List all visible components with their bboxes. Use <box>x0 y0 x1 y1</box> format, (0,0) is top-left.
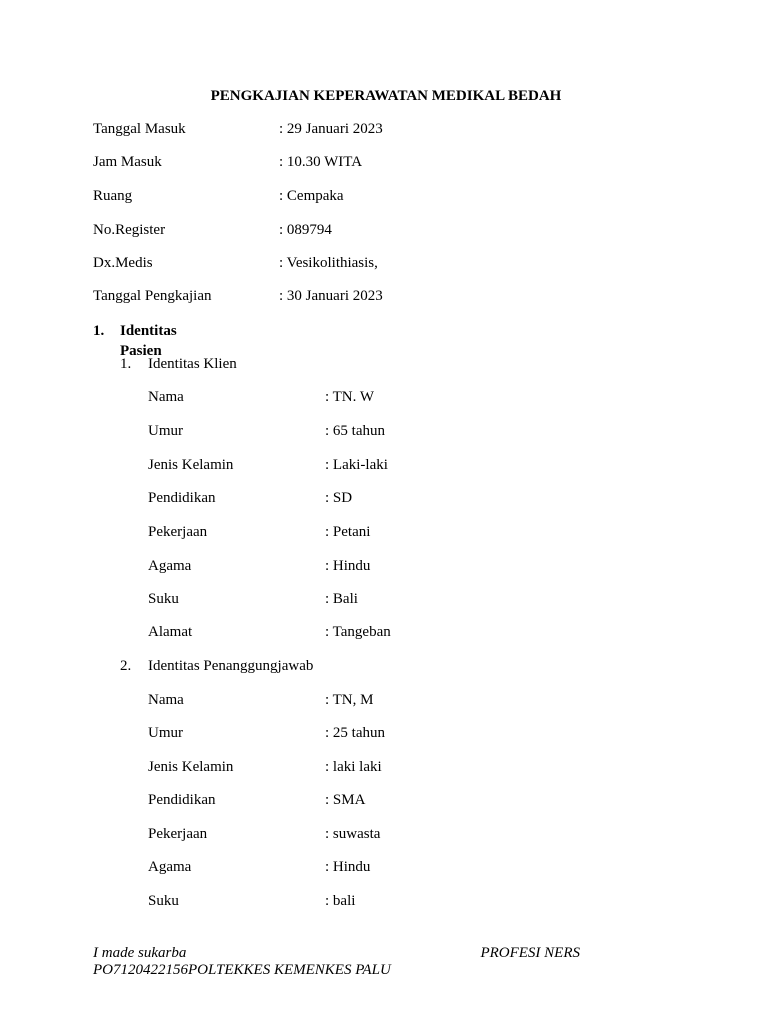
field-label: No.Register <box>93 222 166 238</box>
field-value: : 29 Januari 2023 <box>279 121 383 137</box>
field-value: : Laki-laki <box>325 457 388 473</box>
section-title: Identitas Pasien <box>120 323 177 359</box>
field-value: : 65 tahun <box>325 423 385 439</box>
field-value: : 25 tahun <box>325 725 385 741</box>
field-value: : SMA <box>325 792 366 808</box>
field-value: : TN. W <box>325 389 375 405</box>
section-number: 1. <box>93 323 105 339</box>
field-value: : suwasta <box>325 826 381 842</box>
field-label: Pekerjaan <box>148 826 208 842</box>
field-label: Jenis Kelamin <box>148 759 234 775</box>
field-value: : Hindu <box>325 558 371 574</box>
footer-author: I made sukarba <box>93 945 187 961</box>
field-label: Ruang <box>93 188 133 204</box>
field-label: Umur <box>148 423 183 439</box>
field-label: Suku <box>148 893 179 909</box>
field-value: : Bali <box>325 591 358 607</box>
subsection-title: Identitas Penanggungjawab <box>148 658 314 674</box>
field-label: Umur <box>148 725 183 741</box>
field-label: Pendidikan <box>148 792 216 808</box>
field-value: : Hindu <box>325 859 371 875</box>
footer-program: PROFESI NERS <box>480 945 580 961</box>
field-label: Alamat <box>148 624 193 640</box>
field-value: : Petani <box>325 524 371 540</box>
field-value: : bali <box>325 893 356 909</box>
field-label: Pendidikan <box>148 490 216 506</box>
field-label: Jam Masuk <box>93 154 162 170</box>
field-value: : laki laki <box>325 759 382 775</box>
field-value: : 30 Januari 2023 <box>279 288 383 304</box>
footer-id-institution: PO7120422156POLTEKKES KEMENKES PALU <box>93 962 391 978</box>
field-label: Suku <box>148 591 179 607</box>
field-value: : 089794 <box>279 222 332 238</box>
field-label: Tanggal Pengkajian <box>93 288 212 304</box>
field-value: : TN, M <box>325 692 374 708</box>
field-label: Agama <box>148 859 192 875</box>
field-label: Jenis Kelamin <box>148 457 234 473</box>
field-label: Tanggal Masuk <box>93 121 186 137</box>
field-value: : Vesikolithiasis, <box>279 255 378 271</box>
subsection-number: 1. <box>120 356 132 372</box>
subsection-title: Identitas Klien <box>148 356 237 372</box>
field-label: Agama <box>148 558 192 574</box>
field-label: Dx.Medis <box>93 255 153 271</box>
field-label: Pekerjaan <box>148 524 208 540</box>
field-value: : Tangeban <box>325 624 391 640</box>
field-label: Nama <box>148 692 184 708</box>
field-value: : 10.30 WITA <box>279 154 363 170</box>
subsection-number: 2. <box>120 658 132 674</box>
field-value: : SD <box>325 490 353 506</box>
field-label: Nama <box>148 389 184 405</box>
field-value: : Cempaka <box>279 188 344 204</box>
document-title: PENGKAJIAN KEPERAWATAN MEDIKAL BEDAH <box>210 88 562 104</box>
